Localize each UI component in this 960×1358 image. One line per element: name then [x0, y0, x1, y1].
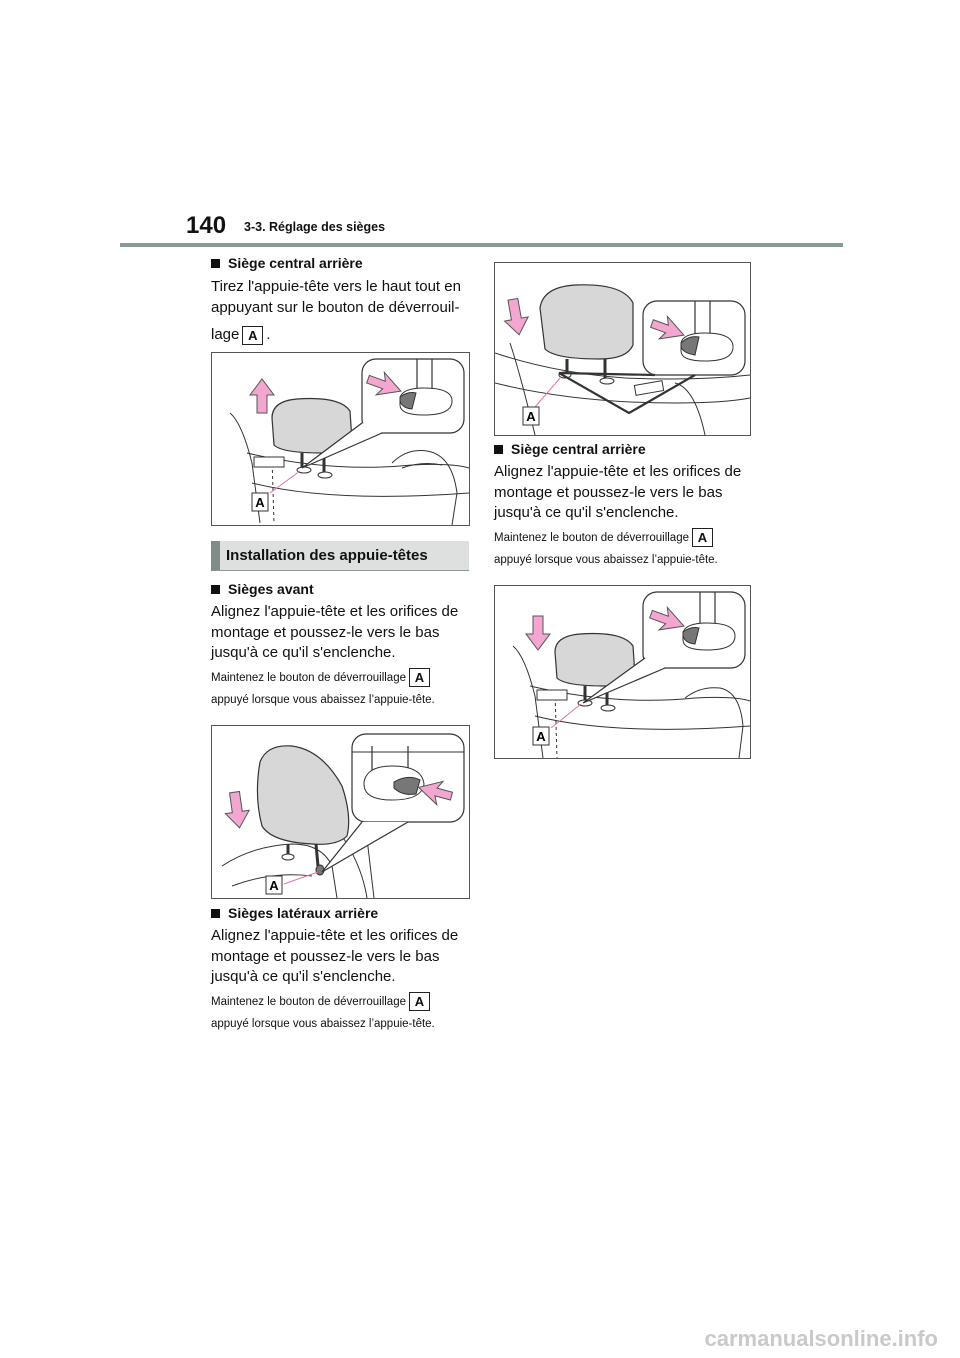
front-seats-note — [211, 667, 435, 711]
bullet-square-icon — [211, 259, 220, 268]
note-line — [494, 527, 718, 549]
subheading-rear-center-install — [494, 441, 646, 457]
buckle-icon — [537, 690, 567, 700]
text-line: Alignez l'appuie-tête et les orifices de — [211, 927, 459, 944]
label-a-badge: A — [242, 326, 263, 345]
text-line: jusqu'à ce qu'il s'enclenche. — [211, 644, 396, 661]
figure-label-a: A — [526, 409, 536, 424]
text-line: jusqu'à ce qu'il s'enclenche. — [494, 504, 679, 521]
text-line — [211, 325, 461, 346]
leader-line — [284, 872, 318, 884]
rear-center-install-illustration — [495, 586, 750, 758]
text-line: montage et poussez-le vers le bas — [211, 947, 440, 965]
subheading-label: Siège central arrière — [228, 255, 363, 271]
note-line: appuyé lorsque vous abaissez l’appuie-tête. — [211, 1018, 435, 1030]
buckle-icon — [254, 457, 284, 467]
text-line: Alignez l'appuie-tête et les orifices de — [211, 603, 459, 620]
subheading-rear-side-seats — [211, 905, 378, 921]
note-line: appuyé lorsque vous abaissez l’appuie-tête. — [494, 554, 718, 566]
rear-center-install-note — [494, 527, 718, 571]
subheading-label: Sièges latéraux arrière — [228, 905, 379, 921]
text-fragment: Maintenez le bouton de déverrouillage — [211, 672, 406, 684]
rear-side-headrest-illustration — [495, 263, 750, 435]
bullet-square-icon — [494, 445, 503, 454]
down-arrow-icon — [526, 616, 550, 650]
text-fragment: Maintenez le bouton de déverrouillage — [494, 532, 689, 544]
figure-rear-center-remove — [211, 352, 470, 526]
text-line: appuyant sur le bouton de déverrouil- — [211, 298, 460, 316]
label-a-badge: A — [409, 668, 430, 687]
text-line: Tirez l'appuie-tête vers le haut tout en — [211, 278, 461, 295]
watermark: carmanualsonline.info — [704, 1326, 938, 1351]
text-fragment: lage — [211, 326, 240, 343]
rear-center-remove-text — [211, 277, 461, 346]
note-line — [211, 667, 435, 689]
rear-side-seats-text — [211, 926, 458, 988]
chapter-title: 3-3. Réglage des sièges — [244, 220, 386, 234]
front-headrest-illustration — [212, 726, 469, 898]
headrest-shape — [540, 285, 633, 359]
text-line: Alignez l'appuie-tête et les orifices de — [494, 463, 742, 480]
figure-label-a: A — [269, 878, 279, 893]
buckle-icon — [634, 381, 663, 396]
figure-front-seats — [211, 725, 470, 899]
section-heading: Installation des appuie-têtes — [211, 541, 469, 571]
text-line: montage et poussez-le vers le bas — [211, 623, 440, 641]
subheading-label: Sièges avant — [228, 581, 314, 597]
rear-center-install-text — [494, 462, 741, 524]
bullet-square-icon — [211, 909, 220, 918]
text-fragment: . — [266, 326, 271, 343]
figure-label-a: A — [536, 729, 546, 744]
figure-rear-side-install — [494, 262, 751, 436]
up-arrow-icon — [250, 379, 274, 413]
bullet-square-icon — [211, 585, 220, 594]
figure-label-a: A — [255, 495, 265, 510]
front-seats-text — [211, 602, 458, 664]
page-number: 140 — [186, 212, 227, 239]
label-a-badge: A — [409, 992, 430, 1011]
rear-side-seats-note — [211, 991, 435, 1035]
subheading-label: Siège central arrière — [511, 441, 646, 457]
headrest-shape — [257, 746, 348, 845]
text-line: montage et poussez-le vers le bas — [494, 483, 723, 501]
subheading-rear-center-remove — [211, 255, 363, 271]
headrest-removal-illustration — [212, 353, 469, 525]
down-arrow-icon — [223, 791, 252, 830]
text-line: jusqu'à ce qu'il s'enclenche. — [211, 968, 396, 985]
down-arrow-icon — [501, 297, 531, 337]
figure-rear-center-install — [494, 585, 751, 759]
text-fragment: Maintenez le bouton de déverrouillage — [211, 996, 406, 1008]
note-line: appuyé lorsque vous abaissez l’appuie-tête. — [211, 694, 435, 706]
header-rule — [120, 243, 843, 247]
label-a-badge: A — [692, 528, 713, 547]
subheading-front-seats — [211, 581, 314, 597]
note-line — [211, 991, 435, 1013]
